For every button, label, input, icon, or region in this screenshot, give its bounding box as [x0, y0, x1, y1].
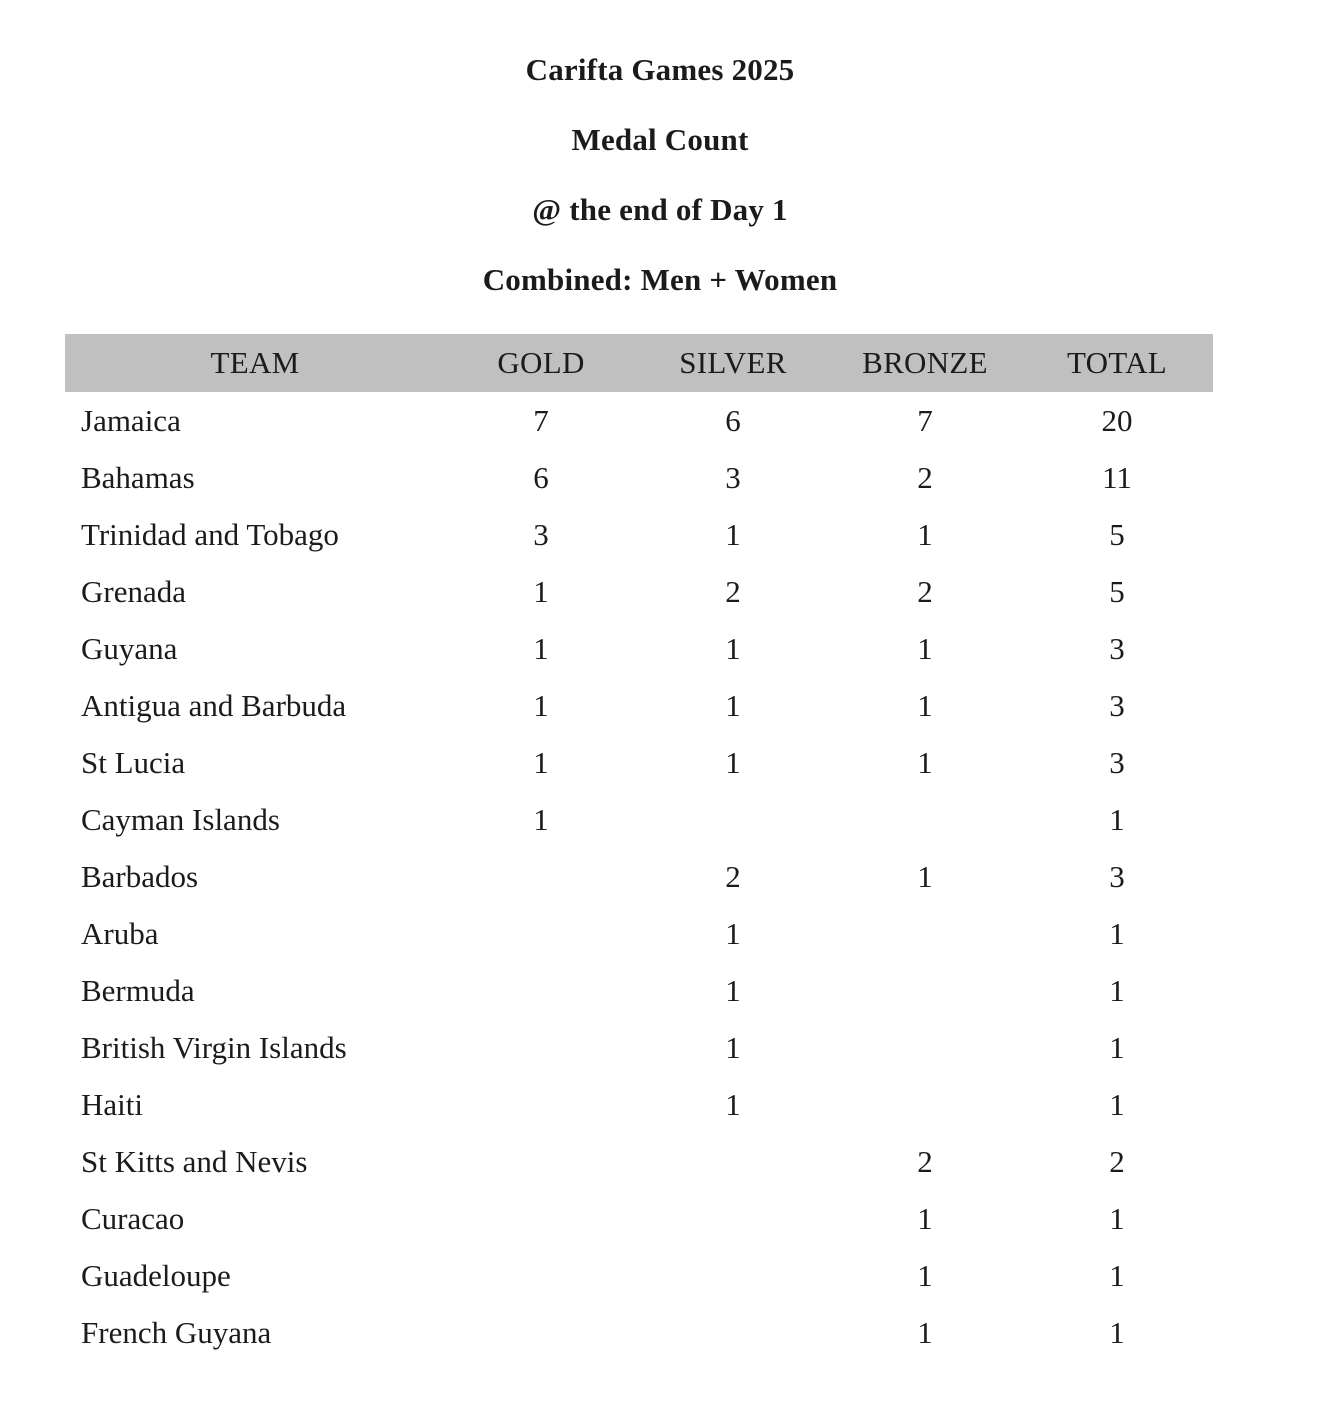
table-row — [65, 962, 1213, 1019]
column-header-team: TEAM — [210, 345, 300, 380]
total-count-cell: 1 — [1109, 801, 1125, 837]
total-count-cell: 3 — [1109, 687, 1125, 723]
silver-count-cell: 1 — [725, 972, 741, 1008]
team-name-cell: Barbados — [81, 858, 199, 894]
table-row — [65, 1076, 1213, 1133]
team-name-cell: Bermuda — [81, 972, 195, 1008]
silver-count-cell: 1 — [725, 915, 741, 951]
table-row — [65, 506, 1213, 563]
silver-count-cell — [637, 1247, 829, 1304]
title-block — [0, 0, 1320, 296]
page-title: Carifta Games 2025 — [525, 52, 795, 87]
bronze-count-cell: 1 — [917, 858, 933, 894]
table-row — [65, 563, 1213, 620]
table-row — [65, 392, 1213, 449]
total-count-cell: 1 — [1109, 1029, 1125, 1065]
table-row — [65, 449, 1213, 506]
table-row — [65, 1133, 1213, 1190]
bronze-count-cell: 2 — [917, 459, 933, 495]
table-row — [65, 848, 1213, 905]
gold-count-cell — [445, 1133, 637, 1190]
team-name-cell: Jamaica — [81, 402, 181, 438]
page-subtitle: Medal Count — [571, 122, 749, 157]
bronze-count-cell: 1 — [917, 687, 933, 723]
day-status-line: @ the end of Day 1 — [532, 192, 788, 227]
gold-count-cell: 3 — [533, 516, 549, 552]
gold-count-cell — [445, 962, 637, 1019]
team-name-cell: Trinidad and Tobago — [81, 516, 339, 552]
combined-gender-line: Combined: Men + Women — [482, 262, 838, 297]
bronze-count-cell: 1 — [917, 630, 933, 666]
bronze-count-cell: 7 — [917, 402, 933, 438]
total-count-cell: 3 — [1109, 630, 1125, 666]
table-row — [65, 1304, 1213, 1361]
team-name-cell: Cayman Islands — [81, 801, 280, 837]
total-count-cell: 1 — [1109, 1200, 1125, 1236]
total-count-cell: 11 — [1102, 459, 1132, 495]
team-name-cell: French Guyana — [81, 1314, 272, 1350]
silver-count-cell: 6 — [725, 402, 741, 438]
silver-count-cell: 2 — [725, 858, 741, 894]
gold-count-cell — [445, 1247, 637, 1304]
silver-count-cell: 1 — [725, 1086, 741, 1122]
gold-count-cell: 7 — [533, 402, 549, 438]
team-name-cell: Guyana — [81, 630, 178, 666]
silver-count-cell: 1 — [725, 516, 741, 552]
table-row — [65, 677, 1213, 734]
total-count-cell: 1 — [1109, 972, 1125, 1008]
team-name-cell: Grenada — [81, 573, 186, 609]
silver-count-cell: 2 — [725, 573, 741, 609]
column-header-bronze: BRONZE — [862, 345, 988, 380]
total-count-cell: 1 — [1109, 1086, 1125, 1122]
gold-count-cell — [445, 1019, 637, 1076]
table-header-row — [65, 334, 1213, 392]
gold-count-cell — [445, 905, 637, 962]
gold-count-cell: 1 — [533, 744, 549, 780]
bronze-count-cell: 1 — [917, 1314, 933, 1350]
bronze-count-cell: 2 — [917, 573, 933, 609]
gold-count-cell — [445, 1190, 637, 1247]
total-count-cell: 5 — [1109, 573, 1125, 609]
total-count-cell: 5 — [1109, 516, 1125, 552]
team-name-cell: St Lucia — [81, 744, 186, 780]
table-row — [65, 734, 1213, 791]
table-row — [65, 1019, 1213, 1076]
column-header-silver: SILVER — [679, 345, 787, 380]
gold-count-cell — [445, 1304, 637, 1361]
team-name-cell: Bahamas — [81, 459, 195, 495]
gold-count-cell: 1 — [533, 801, 549, 837]
table-row — [65, 791, 1213, 848]
gold-count-cell: 1 — [533, 687, 549, 723]
gold-count-cell: 1 — [533, 573, 549, 609]
team-name-cell: Antigua and Barbuda — [81, 687, 347, 723]
silver-count-cell: 1 — [725, 1029, 741, 1065]
silver-count-cell — [637, 791, 829, 848]
gold-count-cell — [445, 1076, 637, 1133]
silver-count-cell: 3 — [725, 459, 741, 495]
table-row — [65, 1247, 1213, 1304]
total-count-cell: 1 — [1109, 915, 1125, 951]
silver-count-cell — [637, 1304, 829, 1361]
bronze-count-cell — [829, 905, 1021, 962]
total-count-cell: 2 — [1109, 1143, 1125, 1179]
silver-count-cell — [637, 1133, 829, 1190]
bronze-count-cell: 1 — [917, 516, 933, 552]
table-row — [65, 905, 1213, 962]
medal-table-body — [65, 392, 1213, 1361]
medal-count-table — [65, 334, 1213, 1361]
total-count-cell: 3 — [1109, 858, 1125, 894]
team-name-cell: St Kitts and Nevis — [81, 1143, 308, 1179]
gold-count-cell: 1 — [533, 630, 549, 666]
total-count-cell: 1 — [1109, 1314, 1125, 1350]
total-count-cell: 3 — [1109, 744, 1125, 780]
total-count-cell: 20 — [1101, 402, 1133, 438]
team-name-cell: British Virgin Islands — [81, 1029, 347, 1065]
gold-count-cell: 6 — [533, 459, 549, 495]
column-header-total: TOTAL — [1066, 345, 1168, 380]
bronze-count-cell: 1 — [917, 744, 933, 780]
silver-count-cell: 1 — [725, 744, 741, 780]
team-name-cell: Guadeloupe — [81, 1257, 231, 1293]
bronze-count-cell — [829, 962, 1021, 1019]
silver-count-cell — [637, 1190, 829, 1247]
silver-count-cell: 1 — [725, 687, 741, 723]
bronze-count-cell — [829, 1076, 1021, 1133]
silver-count-cell: 1 — [725, 630, 741, 666]
bronze-count-cell: 1 — [917, 1200, 933, 1236]
column-header-gold: GOLD — [497, 345, 585, 380]
table-row — [65, 620, 1213, 677]
team-name-cell: Aruba — [81, 915, 159, 951]
bronze-count-cell: 2 — [917, 1143, 933, 1179]
gold-count-cell — [445, 848, 637, 905]
bronze-count-cell — [829, 1019, 1021, 1076]
team-name-cell: Haiti — [81, 1086, 143, 1122]
team-name-cell: Curacao — [81, 1200, 185, 1236]
bronze-count-cell — [829, 791, 1021, 848]
bronze-count-cell: 1 — [917, 1257, 933, 1293]
table-row — [65, 1190, 1213, 1247]
total-count-cell: 1 — [1109, 1257, 1125, 1293]
